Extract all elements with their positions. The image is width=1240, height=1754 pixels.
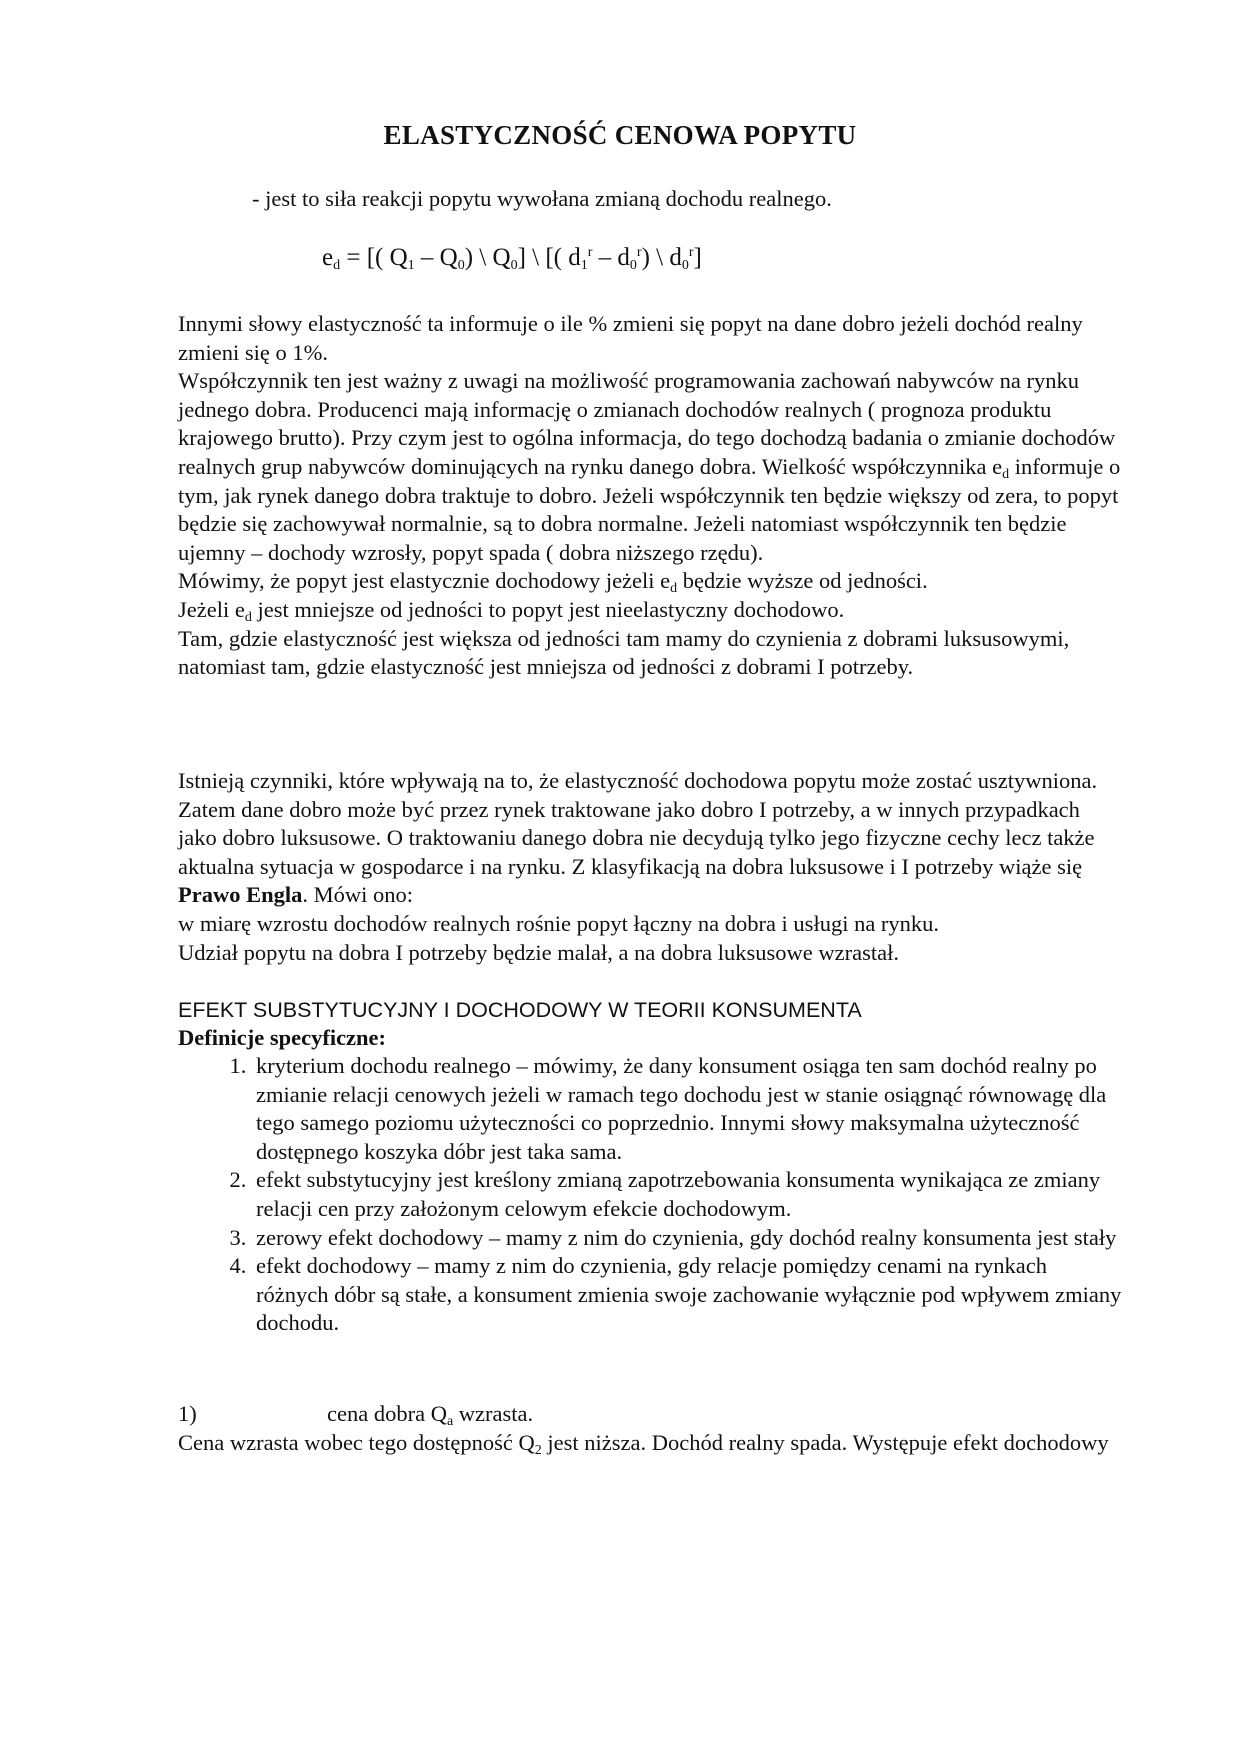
text-run: Mówimy, że popyt jest elastycznie dochodowy jeżeli e — [178, 568, 671, 594]
paragraph-line — [178, 567, 1123, 596]
intro-line: - jest to siła reakcji popytu wywołana zmianą dochodu realnego. — [252, 186, 832, 211]
formula-part: – d — [592, 244, 630, 271]
list-item: 3. zerowy efekt dochodowy – mamy z nim do czynienia, gdy dochód realny konsumenta jest stały — [252, 1224, 1123, 1253]
formula-sub: 0 — [629, 258, 637, 273]
paragraph-line — [178, 367, 1123, 567]
text-run: Jeżeli e — [178, 596, 245, 622]
text-run: Cena wzrasta wobec tego dostępność Q — [178, 1430, 535, 1455]
formula-sub: d — [333, 258, 341, 273]
subscript: 2 — [534, 1443, 542, 1458]
formula-sup: r — [587, 245, 593, 260]
paragraph-2 — [178, 767, 1123, 967]
text-run: będzie wyższe od jedności. — [677, 568, 928, 594]
subscript: d — [670, 581, 678, 597]
formula-part: ] — [693, 244, 702, 271]
list-item: 2. efekt substytucyjny jest kreślony zmianą zapotrzebowania konsumenta wynikająca ze zmiany relacji cen przy założonym celowym efekcie dochodowym. — [252, 1166, 1123, 1223]
elasticity-formula — [322, 244, 702, 272]
formula-sub: 0 — [510, 258, 518, 273]
formula-sub: 0 — [681, 258, 689, 273]
formula-sup: r — [636, 245, 642, 260]
formula-part: ] \ [( d — [517, 244, 581, 271]
formula-part: – Q — [414, 244, 458, 271]
paragraph-line: Udział popytu na dobra I potrzeby będzie malał, a na dobra luksusowe wzrastał. — [178, 939, 899, 965]
list-item: 4. efekt dochodowy – mamy z nim do czynienia, gdy relacje pomiędzy cenami na rynkach różnych dóbr są stałe, a konsument zmienia swoje zachowanie wyłącznie pod wpływem zmiany dochodu. — [252, 1252, 1123, 1338]
formula-part: ) \ d — [641, 244, 682, 271]
paragraph-3 — [178, 1429, 1123, 1458]
text-run: cena dobra Q — [327, 1401, 447, 1426]
text-run: wzrasta. — [453, 1401, 534, 1426]
step-number: 1) — [178, 1401, 197, 1426]
formula-sub: 0 — [457, 258, 465, 273]
subscript: d — [244, 609, 252, 625]
definitions-label: Definicje specyficzne: — [178, 1025, 387, 1050]
text-run: . Mówi ono: — [302, 882, 414, 908]
step-line — [178, 1401, 533, 1427]
formula-part: ) \ Q — [464, 244, 511, 271]
formula-sup: r — [688, 245, 694, 260]
formula-part: = [( Q — [340, 244, 408, 271]
paragraph-1 — [178, 310, 1123, 682]
definitions-list — [178, 1052, 1123, 1338]
page-title: ELASTYCZNOŚĆ CENOWA POPYTU — [383, 120, 857, 150]
text-run: jest mniejsze od jedności to popyt jest nieelastyczny dochodowo. — [251, 596, 845, 622]
subscript: d — [1002, 466, 1010, 482]
paragraph-line: w miarę wzrostu dochodów realnych rośnie popyt łączny na dobra i usługi na rynku. — [178, 910, 940, 936]
paragraph-line — [178, 596, 1123, 625]
paragraph-line: Tam, gdzie elastyczność jest większa od jedności tam mamy do czynienia z dobrami luksusowymi, natomiast tam, gdzie elastyczność jest mniejsza od jedności z dobrami I potrzeby. — [178, 625, 1070, 680]
list-item: 1. kryterium dochodu realnego – mówimy, że dany konsument osiąga ten sam dochód realny po zmianie relacji cenowych jeżeli w ramach tego dochodu jest w stanie osiągnąć równowagę dla tego samego poziomu użyteczności co poprzednio. Innymi słowy maksymalna użyteczność dostępnego koszyka dóbr jest taka sama. — [252, 1052, 1123, 1166]
formula-sub: 1 — [407, 258, 415, 273]
text-run: Istnieją czynniki, które wpływają na to, że elastyczność dochodowa popytu może zostać usztywniona. Zatem dane dobro może być przez rynek traktowane jako dobro I potrzeby, a w innych przypadkach jako dobro luksusowe. O traktowaniu danego dobra nie decydują tylko jego fizyczne cechy lecz także aktualna sytuacja w gospodarce i na rynku. Z klasyfikacją na dobra luksusowe i I potrzeby wiąże się — [178, 768, 1098, 879]
text-run: informuje o tym, jak rynek danego dobra traktuje to dobro. Jeżeli współczynnik ten będzie większy od zera, to popyt będzie się zachowywał normalnie, są to dobra normalne. Jeżeli natomiast współczynnik ten będzie ujemny – dochody wzrosły, popyt spada ( dobra niższego rzędu). — [178, 453, 1121, 565]
paragraph-line: Innymi słowy elastyczność ta informuje o ile % zmieni się popyt na dane dobro jeżeli dochód realny zmieni się o 1%. — [178, 311, 1083, 365]
engel-law-term: Prawo Engla — [178, 882, 303, 908]
text-run: Współczynnik ten jest ważny z uwagi na możliwość programowania zachowań nabywców na rynku jednego dobra. Producenci mają informację o zmianach dochodów realnych ( prognoza produktu krajowego brutto). Przy czym jest to ogólna informacja, do tego dochodzą badania o zmianie dochodów realnych grup nabywców dominujących na rynku danego dobra. Wielkość współczynnika e — [178, 368, 1116, 479]
section-heading: EFEKT SUBSTYTUCYJNY I DOCHODOWY W TEORII KONSUMENTA — [178, 998, 862, 1022]
paragraph-line — [178, 767, 1123, 910]
formula-part: e — [322, 244, 334, 271]
text-run: jest niższa. Dochód realny spada. Występuje efekt dochodowy — [541, 1430, 1109, 1455]
subscript: a — [446, 1414, 454, 1429]
formula-sub: 1 — [580, 258, 588, 273]
